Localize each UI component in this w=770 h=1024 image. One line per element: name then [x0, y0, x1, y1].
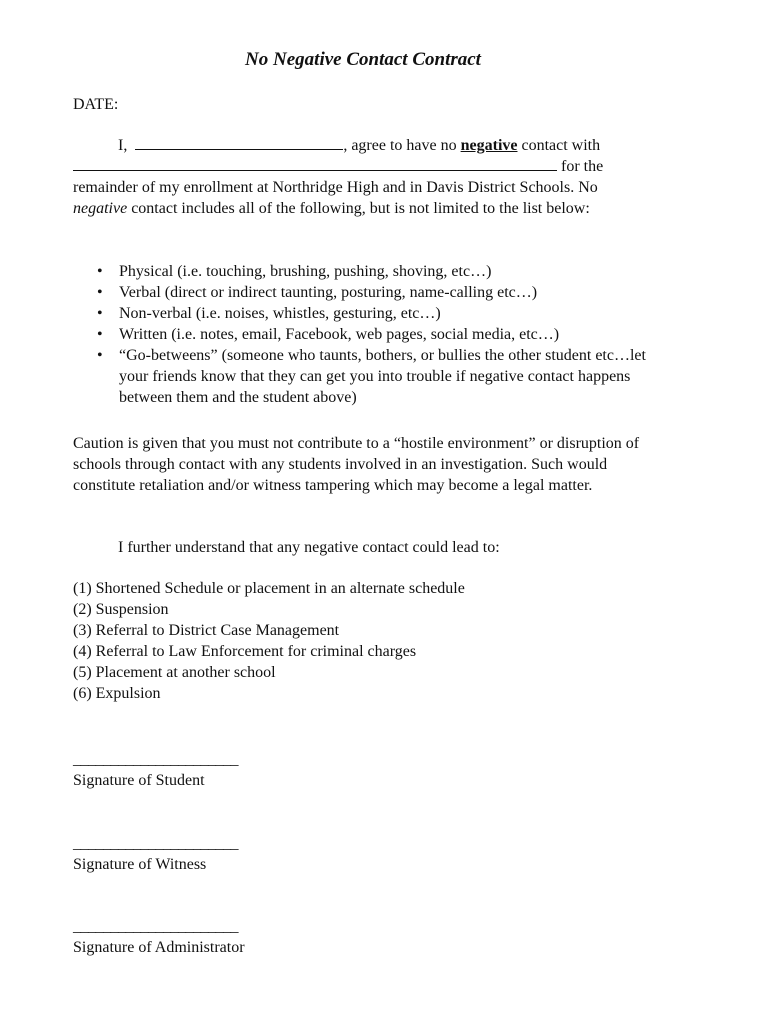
consequence-item: (5) Placement at another school	[73, 664, 276, 681]
witness-signature-label: Signature of Witness	[73, 856, 207, 873]
other-student-blank	[73, 156, 557, 171]
date-label: DATE:	[73, 96, 119, 113]
consequence-item: (3) Referral to District Case Management	[73, 622, 340, 639]
contact-types-list	[73, 261, 653, 408]
list-item	[73, 282, 653, 303]
agree-text-1: I,	[118, 137, 128, 154]
consequence-item: (2) Suspension	[73, 601, 169, 618]
further-understand-text: I further understand that any negative contact could lead to:	[118, 539, 500, 556]
agree-text-5: contact includes all of the following, but is not limited to the list below:	[131, 200, 590, 217]
agree-text-3: contact with	[521, 137, 601, 154]
list-item-text: Written (i.e. notes, email, Facebook, web pages, social media, etc…)	[119, 326, 560, 343]
bullet-icon: •	[97, 263, 103, 280]
administrator-signature-label: Signature of Administrator	[73, 939, 245, 956]
agree-text-2: , agree to have no	[343, 137, 457, 154]
signature-line: ______________________	[73, 835, 238, 852]
negative-emphasis: negative	[460, 137, 518, 154]
caution-paragraph: Caution is given that you must not contribute to a “hostile environment” or disruption of schools through contact with any students involved in an investigation. Such would constitute retaliation and/or witness tampering which may become a legal matter.	[73, 435, 640, 494]
student-signature-label: Signature of Student	[73, 772, 205, 789]
consequences-list	[73, 578, 465, 704]
list-item-text: Verbal (direct or indirect taunting, posturing, name-calling etc…)	[119, 284, 538, 301]
list-item	[73, 345, 653, 408]
consequence-item: (4) Referral to Law Enforcement for criminal charges	[73, 643, 417, 660]
list-item-text: Physical (i.e. touching, brushing, pushing, shoving, etc…)	[119, 263, 492, 280]
document-title: No Negative Contact Contract	[245, 49, 481, 70]
administrator-signature-block	[73, 916, 245, 958]
bullet-icon: •	[97, 326, 103, 343]
witness-signature-block	[73, 833, 238, 875]
signature-line: ______________________	[73, 918, 238, 935]
student-name-blank	[135, 135, 343, 150]
consequence-item: (6) Expulsion	[73, 685, 161, 702]
list-item	[73, 324, 653, 345]
consequence-item: (1) Shortened Schedule or placement in an alternate schedule	[73, 580, 465, 597]
list-item	[73, 261, 653, 282]
agree-text-4: for the remainder of my enrollment at Northridge High and in Davis District Schools. No	[73, 158, 604, 196]
bullet-icon: •	[97, 347, 103, 364]
list-item-text: “Go-betweens” (someone who taunts, bothers, or bullies the other student etc…let your friends know that they can get you into trouble if negative contact happens between them and the student above)	[119, 347, 646, 406]
signature-line: ______________________	[73, 751, 238, 768]
bullet-icon: •	[97, 305, 103, 322]
negative-italic: negative	[73, 200, 128, 217]
bullet-icon: •	[97, 284, 103, 301]
agreement-paragraph	[73, 135, 653, 219]
list-item-text: Non-verbal (i.e. noises, whistles, gesturing, etc…)	[119, 305, 441, 322]
list-item	[73, 303, 653, 324]
student-signature-block	[73, 749, 238, 791]
